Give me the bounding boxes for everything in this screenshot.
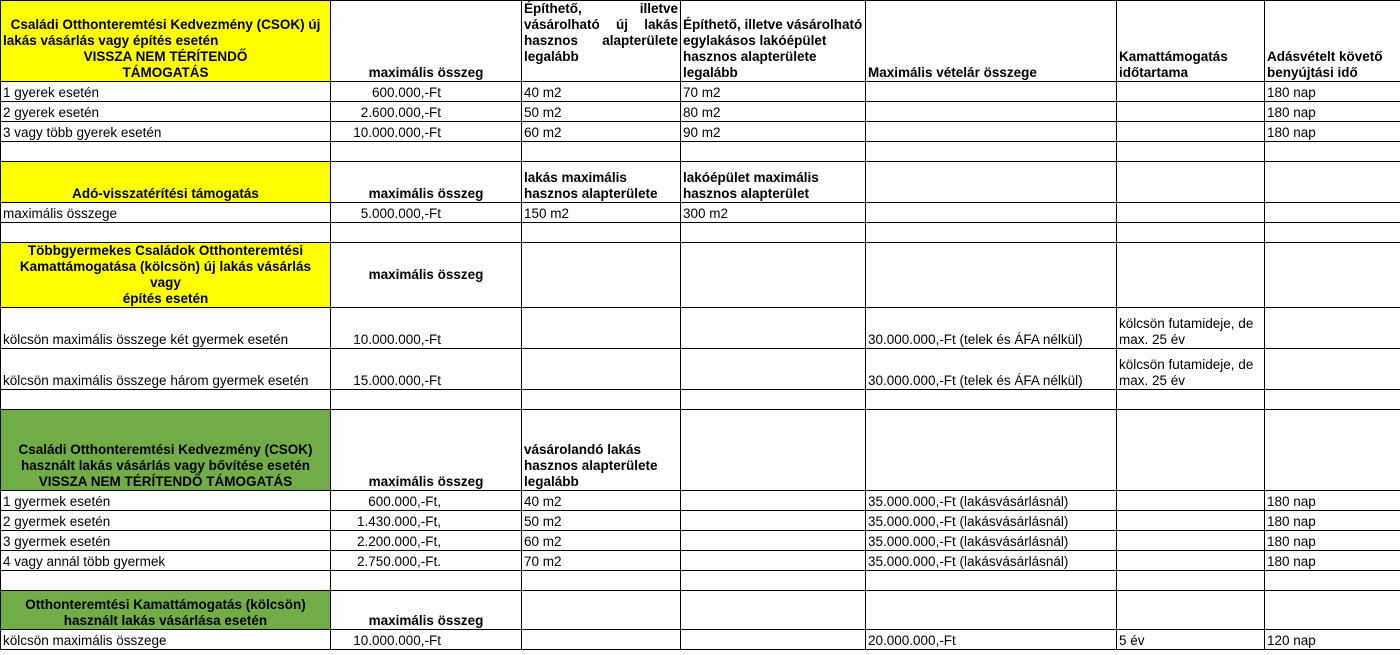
column-header-submission-time: Adásvételt követő benyújtási idő [1265,1,1400,82]
section-title-csok-used: Családi Otthonteremtési Kedvezmény (CSOK) használt lakás vásárlás vagy bővítése esetén VISSZA NEM TÉRÍTENDŐ TÁMOGATÁS [1,410,331,491]
spacer-row [1,142,1400,162]
table-row: 1 gyerek esetén 600.000,-Ft 40 m2 70 m2 180 nap [1,82,1400,102]
column-header-interest-duration: Kamattámogatás időtartama [1117,1,1265,82]
column-header-max-amount: maximális összeg [331,1,522,82]
section-header-row: Családi Otthonteremtési Kedvezmény (CSOK) használt lakás vásárlás vagy bővítése esetén VISSZA NEM TÉRÍTENDŐ TÁMOGATÁS maximális összeg vásárolandó lakás hasznos alapterülete legalább [1,410,1400,491]
section-title-used-home-loan: Otthonteremtési Kamattámogatás (kölcsön) használt lakás vásárlása esetén [1,591,331,630]
table-row: kölcsön maximális összege 10.000.000,-Ft 20.000.000,-Ft 5 év 120 nap [1,630,1400,650]
spacer-row [1,571,1400,591]
table-row: 2 gyermek esetén 1.430.000,-Ft, 50 m2 35.000.000,-Ft (lakásvásárlásnál) 180 nap [1,511,1400,531]
column-header-house-area: Építhető, illetve vásárolható egylakásos lakóépület hasznos alapterülete legalább [681,1,866,82]
table-row: 4 vagy annál több gyermek 2.750.000,-Ft. 70 m2 35.000.000,-Ft (lakásvásárlásnál) 180 nap [1,551,1400,571]
table-row: 1 gyermek esetén 600.000,-Ft, 40 m2 35.000.000,-Ft (lakásvásárlásnál) 180 nap [1,491,1400,511]
table-row: kölcsön maximális összege három gyermek esetén 15.000.000,-Ft 30.000.000,-Ft (telek és ÁFA nélkül) kölcsön futamideje, de max. 25 év [1,349,1400,390]
section-header-row [1,1,1400,82]
section-title-csok-new: Családi Otthonteremtési Kedvezmény (CSOK) új lakás vásárlás vagy építés esetén VISSZA NEM TÉRÍTENDŐ TÁMOGATÁS [1,1,331,82]
table-row: 2 gyerek esetén 2.600.000,-Ft 50 m2 80 m2 180 nap [1,102,1400,122]
section-header-row: Adó-visszatérítési támogatás maximális összeg lakás maximális hasznos alapterülete lakóépület maximális hasznos alapterület [1,162,1400,203]
spacer-row [1,390,1400,410]
spacer-row [1,223,1400,243]
table-row: kölcsön maximális összege két gyermek esetén 10.000.000,-Ft 30.000.000,-Ft (telek és ÁFA nélkül) kölcsön futamideje, de max. 25 év [1,308,1400,349]
column-header-max-price: Maximális vételár összege [866,1,1117,82]
section-title-tax-refund: Adó-visszatérítési támogatás [1,162,331,203]
section-header-row: Otthonteremtési Kamattámogatás (kölcsön) használt lakás vásárlása esetén maximális összeg [1,591,1400,630]
section-title-multi-child-loan: Többgyermekes Családok Otthonteremtési Kamattámogatása (kölcsön) új lakás vásárlás vagy építés esetén [1,243,331,308]
column-header-flat-area: Építhető, illetve vásárolható új lakás hasznos alapterülete legalább [522,1,681,82]
table-row: 3 vagy több gyerek esetén 10.000.000,-Ft 60 m2 90 m2 180 nap [1,122,1400,142]
table-row: maximális összege 5.000.000,-Ft 150 m2 300 m2 [1,203,1400,223]
section-header-row: Többgyermekes Családok Otthonteremtési Kamattámogatása (kölcsön) új lakás vásárlás vagy építés esetén maximális összeg [1,243,1400,308]
table-row: 3 gyermek esetén 2.200.000,-Ft, 60 m2 35.000.000,-Ft (lakásvásárlásnál) 180 nap [1,531,1400,551]
